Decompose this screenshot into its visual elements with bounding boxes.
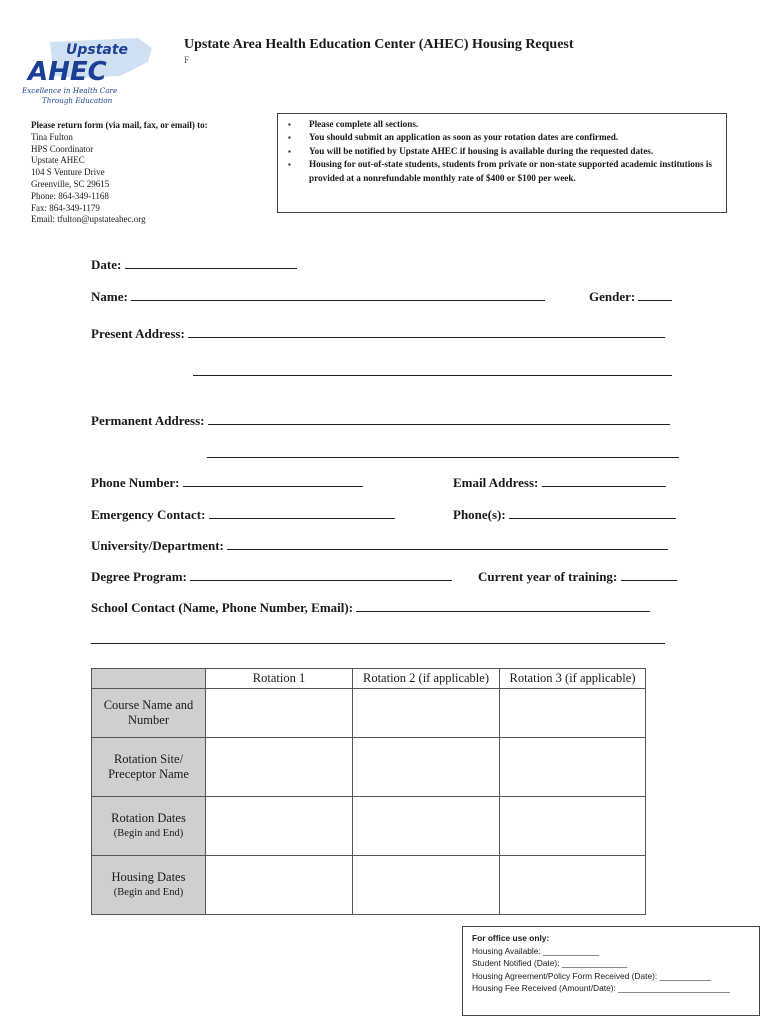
- upstate-ahec-logo: [20, 36, 160, 106]
- office-use-box: [462, 926, 760, 1016]
- phone-number-label: Phone Number:: [91, 475, 180, 490]
- rotation-2-header: Rotation 2 (if applicable): [353, 669, 500, 689]
- phones-label: Phone(s):: [453, 507, 506, 522]
- table-cell[interactable]: [206, 689, 353, 738]
- title-trailing-char: F: [184, 55, 190, 65]
- university-input-line[interactable]: [227, 538, 668, 550]
- emergency-contact-row: [91, 507, 395, 523]
- name-row: [91, 289, 545, 305]
- present-address-label: Present Address:: [91, 326, 185, 341]
- phones-row: [453, 507, 676, 523]
- degree-program-row: [91, 569, 452, 585]
- date-row: [91, 257, 297, 273]
- instruction-item: ▪ You should submit an application as soon as your rotation dates are confirmed.: [309, 131, 718, 144]
- logo-ahec-text: AHEC: [28, 57, 107, 87]
- row-label-text: Rotation Site/ Preceptor Name: [108, 752, 189, 781]
- table-row: [92, 738, 646, 797]
- return-address-line: Tina Fulton: [31, 131, 73, 142]
- phone-number-row: [91, 475, 363, 491]
- office-use-line: Housing Agreement/Policy Form Received (Date): ___________: [472, 970, 711, 981]
- table-row: [92, 797, 646, 856]
- row-label-text: Housing Dates: [111, 870, 186, 884]
- logo-upstate-text: Upstate: [66, 42, 129, 58]
- table-row: [92, 689, 646, 738]
- office-use-line: Housing Available: ____________: [472, 945, 599, 956]
- return-address: [31, 120, 208, 226]
- row-label-rotation-dates: [92, 797, 206, 856]
- row-label-text: Rotation Dates: [111, 811, 186, 825]
- current-year-row: [478, 569, 677, 585]
- table-cell[interactable]: [353, 856, 500, 915]
- current-year-label: Current year of training:: [478, 569, 618, 584]
- permanent-address-input-line-2[interactable]: [207, 457, 679, 458]
- table-row: [92, 856, 646, 915]
- gender-label: Gender:: [589, 289, 636, 304]
- row-label-housing-dates: [92, 856, 206, 915]
- return-address-line: Greenville, SC 29615: [31, 178, 110, 189]
- current-year-input-line[interactable]: [621, 569, 677, 581]
- return-address-heading: Please return form (via mail, fax, or email) to:: [31, 120, 208, 130]
- instruction-item: ▪ You will be notified by Upstate AHEC if housing is available during the requested dates.: [309, 145, 718, 158]
- gender-row: [589, 289, 672, 305]
- name-input-line[interactable]: [131, 289, 545, 301]
- school-contact-row: [91, 600, 650, 616]
- present-address-input-line-2[interactable]: [193, 375, 672, 376]
- return-address-line: Email: tfulton@upstateahec.org: [31, 214, 146, 225]
- rotation-3-header: Rotation 3 (if applicable): [500, 669, 646, 689]
- table-cell[interactable]: [353, 738, 500, 797]
- table-cell[interactable]: [500, 856, 646, 915]
- row-label-course: [92, 689, 206, 738]
- rotation-1-header: Rotation 1: [206, 669, 353, 689]
- permanent-address-input-line[interactable]: [208, 413, 670, 425]
- table-cell[interactable]: [353, 797, 500, 856]
- table-header-row: [92, 669, 646, 689]
- logo-tagline-2: Through Education: [42, 96, 113, 105]
- return-address-line: Fax: 864-349-1179: [31, 202, 100, 213]
- university-row: [91, 538, 668, 554]
- school-contact-input-line[interactable]: [356, 600, 650, 612]
- office-use-heading: For office use only:: [472, 933, 550, 943]
- row-label-site: [92, 738, 206, 797]
- school-contact-input-line-2[interactable]: [91, 643, 665, 644]
- permanent-address-row: [91, 413, 670, 429]
- university-label: University/Department:: [91, 538, 224, 553]
- return-address-line: HPS Coordinator: [31, 143, 94, 154]
- degree-program-label: Degree Program:: [91, 569, 187, 584]
- return-address-line: 104 S Venture Drive: [31, 167, 105, 178]
- instruction-item: ▪ Housing for out-of-state students, students from private or non-state supported academic institutions is provided at a nonrefundable monthly rate of $400 or $100 per week.: [309, 158, 718, 185]
- return-address-line: Upstate AHEC: [31, 155, 85, 166]
- return-address-line: Phone: 864-349-1168: [31, 190, 109, 201]
- table-cell[interactable]: [206, 738, 353, 797]
- emergency-contact-label: Emergency Contact:: [91, 507, 206, 522]
- phone-number-input-line[interactable]: [183, 475, 363, 487]
- row-label-subtext: (Begin and End): [113, 887, 184, 898]
- table-cell[interactable]: [500, 797, 646, 856]
- gender-input-line[interactable]: [638, 289, 672, 301]
- instruction-item: ▪ Please complete all sections.: [309, 118, 718, 131]
- school-contact-label: School Contact (Name, Phone Number, Email):: [91, 600, 354, 615]
- phones-input-line[interactable]: [509, 507, 676, 519]
- email-address-row: [453, 475, 666, 491]
- table-cell[interactable]: [206, 856, 353, 915]
- instructions-box: [277, 113, 727, 213]
- degree-program-input-line[interactable]: [190, 569, 452, 581]
- table-cell[interactable]: [500, 738, 646, 797]
- present-address-input-line[interactable]: [188, 326, 665, 338]
- emergency-contact-input-line[interactable]: [209, 507, 395, 519]
- table-corner-cell: [92, 669, 206, 689]
- table-cell[interactable]: [353, 689, 500, 738]
- permanent-address-label: Permanent Address:: [91, 413, 205, 428]
- table-cell[interactable]: [500, 689, 646, 738]
- office-use-line: Housing Fee Received (Amount/Date): ________________________: [472, 983, 730, 994]
- page-title: Upstate Area Health Education Center (AHEC) Housing Request: [184, 37, 574, 52]
- office-use-line: Student Notified (Date): ______________: [472, 958, 628, 969]
- date-input-line[interactable]: [125, 257, 297, 269]
- rotation-table: [91, 668, 646, 915]
- row-label-text: Course Name and Number: [103, 698, 194, 727]
- row-label-subtext: (Begin and End): [113, 828, 184, 839]
- logo-tagline-1: Excellence in Health Care: [22, 86, 118, 95]
- name-label: Name:: [91, 289, 128, 304]
- table-cell[interactable]: [206, 797, 353, 856]
- email-address-label: Email Address:: [453, 475, 539, 490]
- email-address-input-line[interactable]: [542, 475, 666, 487]
- date-label: Date:: [91, 257, 122, 272]
- present-address-row: [91, 326, 665, 342]
